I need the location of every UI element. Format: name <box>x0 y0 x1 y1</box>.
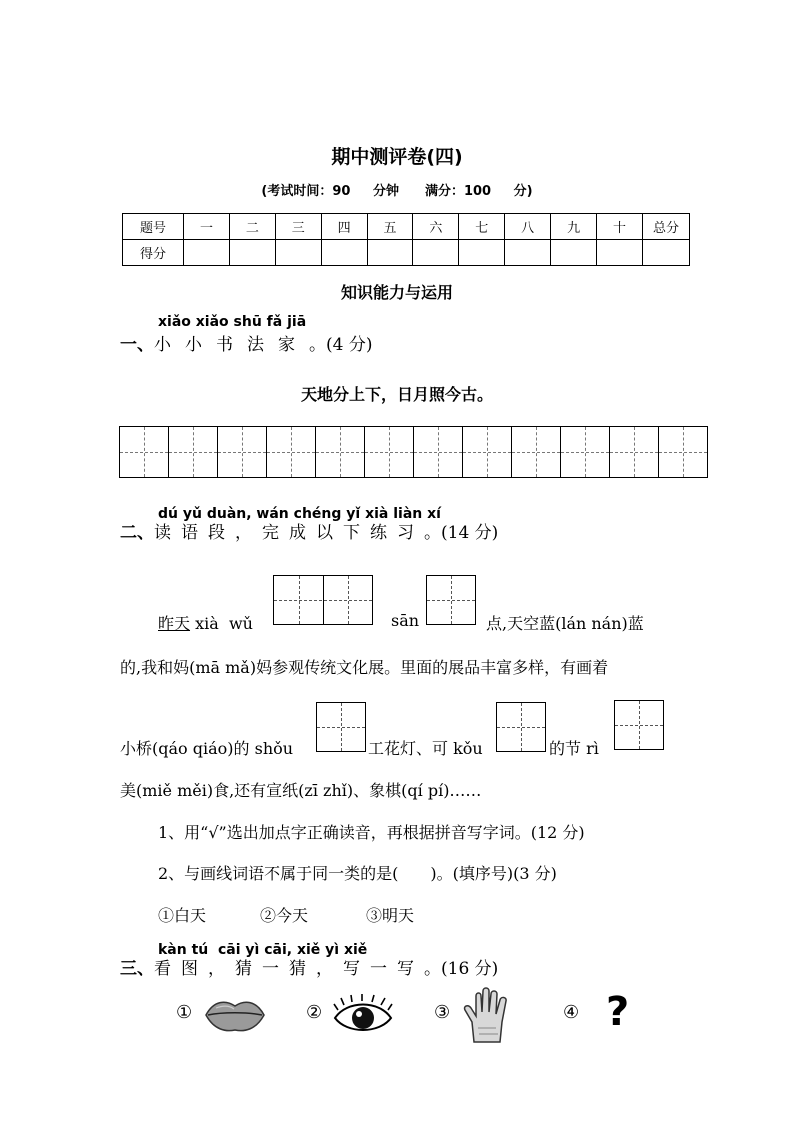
pinyin-xiawu: xià wǔ <box>190 614 253 633</box>
score-input-cell[interactable] <box>643 240 690 266</box>
q2-pinyin: dú yǔ duàn, wán chéng yǐ xià liàn xí <box>158 506 441 522</box>
q3-pinyin: kàn tú cāi yì cāi, xiě yì xiě <box>158 942 368 958</box>
picture-label-3: ③ <box>434 1002 451 1023</box>
answer-box-shou[interactable] <box>316 702 366 752</box>
score-header-cell: 八 <box>505 214 551 240</box>
score-header-cell: 总分 <box>643 214 690 240</box>
q3-number: 三、 <box>120 959 154 979</box>
score-header-cell: 题号 <box>123 214 184 240</box>
writing-cell[interactable] <box>463 427 512 477</box>
score-header-cell: 二 <box>229 214 275 240</box>
task-1: 1、用“√”选出加点字正确读音，再根据拼音写字词。(12 分) <box>158 823 585 842</box>
score-input-cell[interactable] <box>597 240 643 266</box>
eye-icon <box>332 994 394 1038</box>
score-header-cell: 五 <box>367 214 413 240</box>
answer-box-xiawu[interactable] <box>273 575 373 625</box>
score-input-cell[interactable] <box>505 240 551 266</box>
score-table-score-row <box>123 240 690 266</box>
copy-writing-grid[interactable] <box>119 426 708 478</box>
score-input-cell[interactable] <box>367 240 413 266</box>
q1-heading <box>120 330 372 355</box>
q3-points: 。(16 分) <box>424 959 499 979</box>
score-header-cell: 一 <box>184 214 230 240</box>
q2-number: 二、 <box>120 523 154 543</box>
score-input-cell[interactable] <box>413 240 459 266</box>
writing-cell[interactable] <box>414 427 463 477</box>
pinyin-kou: 工花灯、可 kǒu <box>368 739 483 758</box>
q2-points: 。(14 分) <box>424 523 499 543</box>
writing-cell[interactable] <box>316 427 365 477</box>
picture-label-4: ④ <box>563 1002 580 1023</box>
hand-icon <box>462 986 516 1044</box>
passage-line-1a <box>158 611 253 634</box>
score-input-cell[interactable] <box>275 240 321 266</box>
option-1: ①白天 <box>158 906 207 925</box>
passage-line-1c: 点,天空蓝(lán nán)蓝 <box>486 614 644 633</box>
section-heading: 知识能力与运用 <box>340 283 453 302</box>
writing-cell[interactable] <box>512 427 561 477</box>
writing-cell[interactable] <box>659 427 707 477</box>
task-2: 2、与画线词语不属于同一类的是( )。(填序号)(3 分) <box>158 864 557 883</box>
q3-title: 看图，猜一猜，写一写 <box>154 959 424 979</box>
picture-label-1: ① <box>176 1002 193 1023</box>
underlined-word: 昨天 <box>158 614 191 633</box>
q2-title: 读语段，完成以下练习 <box>154 523 424 543</box>
option-3: ③明天 <box>366 906 415 925</box>
pinyin-san: sān <box>391 611 420 630</box>
writing-cell[interactable] <box>610 427 659 477</box>
answer-box-ri[interactable] <box>614 700 664 750</box>
q3-heading <box>120 954 498 979</box>
passage-line-2: 的,我和妈(mā mǎ)妈参观传统文化展。里面的展品丰富多样，有画着 <box>120 658 609 677</box>
pinyin-shou: 小桥(qáo qiáo)的 shǒu <box>120 739 294 758</box>
writing-cell[interactable] <box>169 427 218 477</box>
q1-pinyin: xiǎo xiǎo shū fǎ jiā <box>158 314 307 330</box>
score-header-cell: 九 <box>551 214 597 240</box>
exam-info: (考试时间：90 分钟 满分：100 分) <box>261 184 533 199</box>
score-input-cell[interactable] <box>321 240 367 266</box>
writing-cell[interactable] <box>365 427 414 477</box>
q2-heading <box>120 518 498 543</box>
option-2: ②今天 <box>260 906 309 925</box>
page-title: 期中测评卷(四) <box>331 146 463 168</box>
score-input-cell[interactable] <box>184 240 230 266</box>
score-input-cell[interactable] <box>459 240 505 266</box>
score-row-label: 得分 <box>123 240 184 266</box>
score-header-cell: 三 <box>275 214 321 240</box>
q1-points: 。(4 分) <box>309 335 373 355</box>
q1-number: 一、 <box>120 335 154 355</box>
answer-box-kou[interactable] <box>496 702 546 752</box>
writing-cell[interactable] <box>267 427 316 477</box>
lips-icon <box>204 996 266 1034</box>
writing-cell[interactable] <box>561 427 610 477</box>
q1-title: 小小书法家 <box>154 335 309 355</box>
score-input-cell[interactable] <box>551 240 597 266</box>
question-mark-icon: ? <box>606 989 630 1035</box>
score-table-header-row <box>123 214 690 240</box>
score-header-cell: 十 <box>597 214 643 240</box>
writing-cell[interactable] <box>120 427 169 477</box>
score-input-cell[interactable] <box>229 240 275 266</box>
picture-label-2: ② <box>306 1002 323 1023</box>
score-header-cell: 七 <box>459 214 505 240</box>
score-header-cell: 六 <box>413 214 459 240</box>
writing-cell[interactable] <box>218 427 267 477</box>
answer-box-san[interactable] <box>426 575 476 625</box>
score-header-cell: 四 <box>321 214 367 240</box>
q1-poem: 天地分上下，日月照今古。 <box>300 385 493 404</box>
score-table <box>122 213 690 266</box>
pinyin-ri: 的节 rì <box>549 739 599 758</box>
passage-line-4: 美(miě měi)食,还有宣纸(zī zhǐ)、象棋(qí pí)…… <box>120 781 482 800</box>
